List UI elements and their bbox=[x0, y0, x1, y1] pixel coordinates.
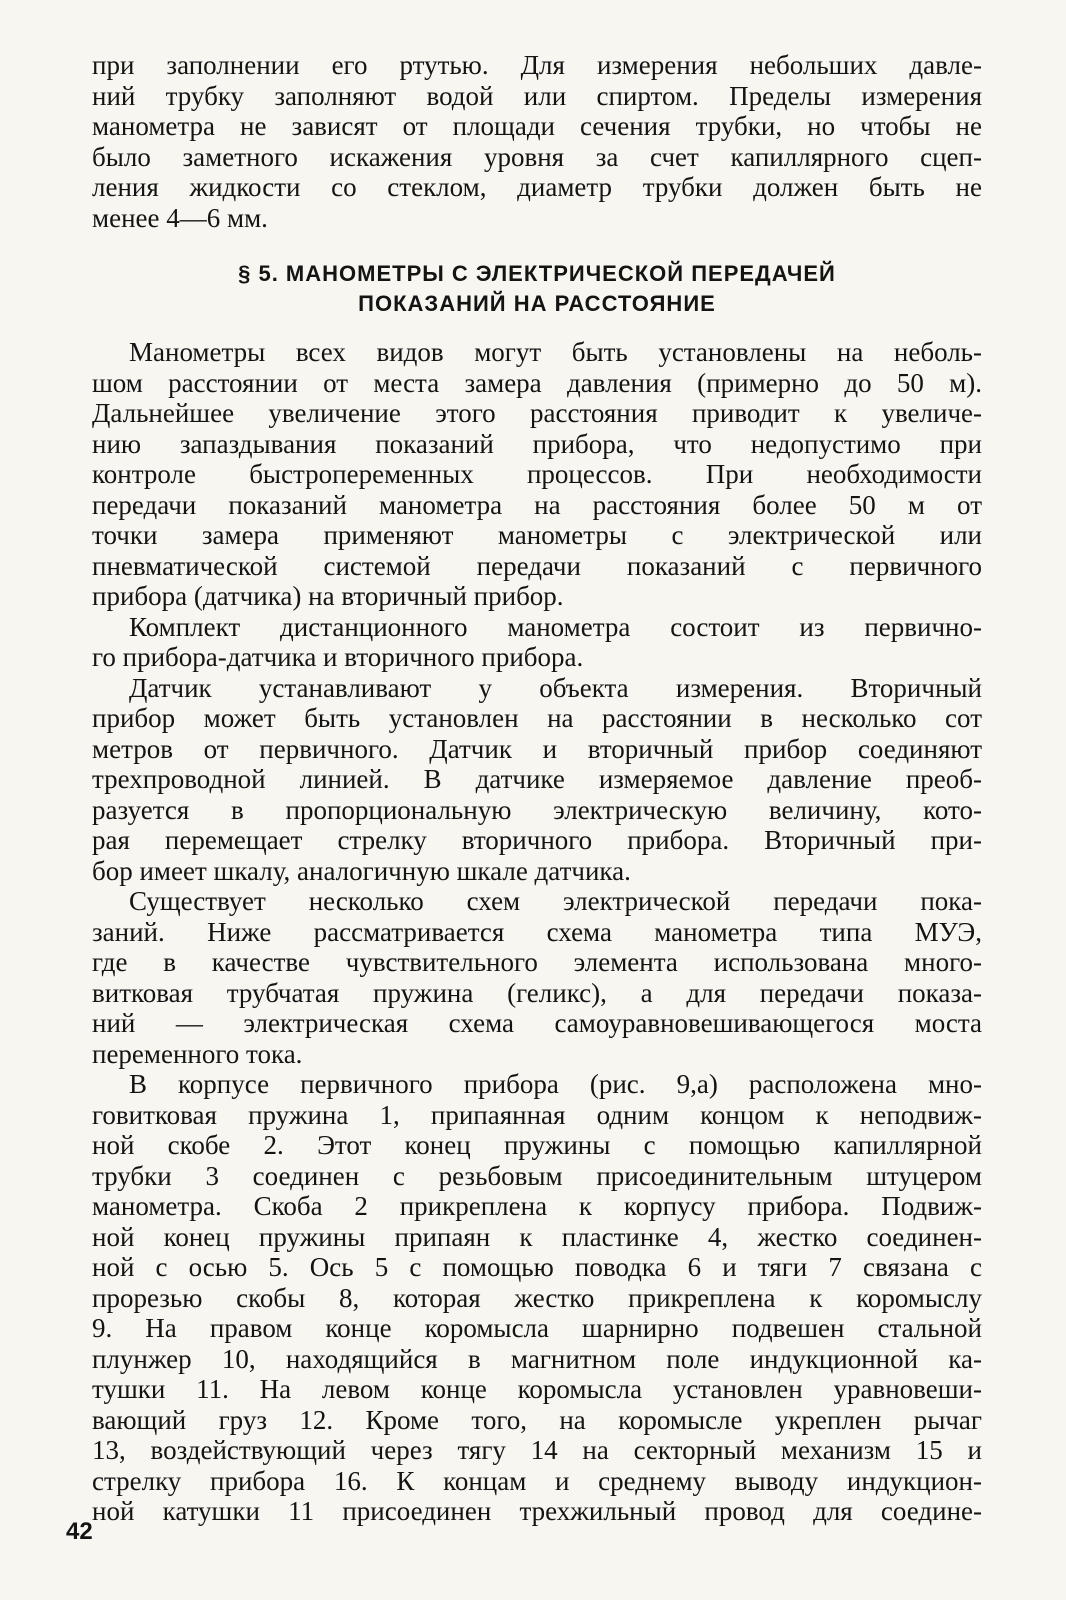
text-line: трехпроводной линией. В датчике измеряемое давление преоб- bbox=[92, 764, 982, 794]
section-heading bbox=[92, 259, 982, 319]
text-line: точки замера применяют манометры с электрической или bbox=[92, 520, 982, 550]
text-line: 13, воздействующий через тягу 14 на секторный механизм 15 и bbox=[92, 1435, 982, 1465]
text-line: заний. Ниже рассматривается схема манометра типа МУЭ, bbox=[92, 916, 982, 947]
text-line: ний — электрическая схема самоуравновешивающегося моста bbox=[92, 1008, 982, 1038]
text-line: Комплект дистанционного манометра состоит из первично- bbox=[129, 611, 982, 642]
text-line: ной катушки 11 присоединен трехжильный провод для соедине- bbox=[92, 1496, 982, 1526]
text-line: ления жидкости со стеклом, диаметр трубки должен быть не bbox=[92, 172, 982, 202]
text-line: метров от первичного. Датчик и вторичный прибор соединяют bbox=[92, 733, 982, 764]
text-line: ной скобе 2. Этот конец пружины с помощью капиллярной bbox=[92, 1130, 982, 1160]
text-line: шом расстоянии от места замера давления (примерно до 50 м). bbox=[92, 367, 982, 398]
text-line: Датчик устанавливают у объекта измерения. Вторичный bbox=[129, 672, 982, 703]
text-line: переменного тока. bbox=[92, 1038, 303, 1069]
intro-paragraph bbox=[92, 50, 982, 233]
text-line: трубки 3 соединен с резьбовым присоединительным штуцером bbox=[92, 1160, 982, 1191]
text-line: рая перемещает стрелку вторичного прибора. Вторичный при- bbox=[92, 825, 982, 855]
text-line: нию запаздывания показаний прибора, что недопустимо при bbox=[92, 428, 982, 459]
text-line: 9. На правом конце коромысла шарнирно подвешен стальной bbox=[92, 1313, 982, 1343]
text-line: В корпусе первичного прибора (рис. 9,а) расположена мно- bbox=[129, 1069, 982, 1099]
text-line: ной конец пружины припаян к пластинке 4, жестко соединен- bbox=[92, 1221, 982, 1252]
text-line: контроле быстропеременных процессов. При необходимости bbox=[92, 459, 982, 489]
text-line: тушки 11. На левом конце коромысла установлен уравновеши- bbox=[92, 1374, 982, 1404]
paragraph bbox=[92, 1069, 982, 1527]
text-line: прорезью скобы 8, которая жестко прикреплена к коромыслу bbox=[92, 1282, 982, 1313]
text-line: где в качестве чувствительного элемента использована много- bbox=[92, 947, 982, 977]
text-line: передачи показаний манометра на расстояния более 50 м от bbox=[92, 489, 982, 520]
paragraph bbox=[92, 337, 982, 612]
text-line: Существует несколько схем электрической передачи пока- bbox=[129, 886, 982, 916]
text-line: стрелку прибора 16. К концам и среднему выводу индукцион- bbox=[92, 1465, 982, 1496]
text-line: плунжер 10, находящийся в магнитном поле индукционной ка- bbox=[92, 1343, 982, 1374]
paragraph bbox=[92, 612, 982, 673]
text-line: го прибора-датчика и вторичного прибора. bbox=[92, 642, 584, 672]
text-line: витковая трубчатая пружина (геликс), а для передачи показа- bbox=[92, 977, 982, 1008]
page-number: 42 bbox=[66, 1518, 93, 1545]
section-heading-line: ПОКАЗАНИЙ НА РАССТОЯНИЕ bbox=[358, 291, 716, 316]
text-line: менее 4—6 мм. bbox=[92, 202, 268, 233]
section-heading-line: § 5. МАНОМЕТРЫ С ЭЛЕКТРИЧЕСКОЙ ПЕРЕДАЧЕЙ bbox=[238, 261, 836, 286]
paragraph bbox=[92, 673, 982, 887]
text-line: говитковая пружина 1, припаянная одним концом к неподвиж- bbox=[92, 1099, 982, 1130]
text-line: манометра не зависят от площади сечения трубки, но чтобы не bbox=[92, 111, 982, 141]
text-line: манометра. Скоба 2 прикреплена к корпусу прибора. Подвиж- bbox=[92, 1191, 982, 1221]
text-line: ной с осью 5. Ось 5 с помощью поводка 6 и тяги 7 связана с bbox=[92, 1252, 982, 1282]
paragraph bbox=[92, 886, 982, 1069]
text-line: пневматической системой передачи показаний с первичного bbox=[92, 550, 982, 581]
text-line: Дальнейшее увеличение этого расстояния приводит к увеличе- bbox=[92, 398, 982, 428]
text-line: разуется в пропорциональную электрическую величину, кото- bbox=[92, 794, 982, 825]
text-line: было заметного искажения уровня за счет капиллярного сцеп- bbox=[92, 141, 982, 172]
text-line: при заполнении его ртутью. Для измерения небольших давле- bbox=[92, 50, 982, 80]
text-line: ний трубку заполняют водой или спиртом. Пределы измерения bbox=[92, 80, 982, 111]
text-line: прибора (датчика) на вторичный прибор. bbox=[92, 581, 564, 611]
text-line: вающий груз 12. Кроме того, на коромысле укреплен рычаг bbox=[92, 1404, 982, 1435]
text-line: бор имеет шкалу, аналогичную шкале датчика. bbox=[92, 855, 631, 886]
text-line: прибор может быть установлен на расстоянии в несколько сот bbox=[92, 703, 982, 733]
text-line: Манометры всех видов могут быть установлены на неболь- bbox=[129, 337, 982, 367]
